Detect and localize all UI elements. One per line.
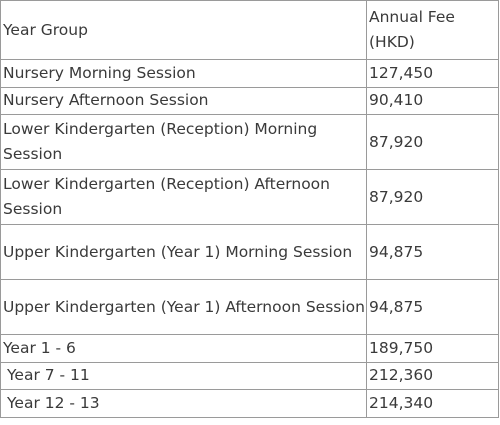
fee-cell: 94,875 (367, 225, 499, 280)
table-row (1, 170, 499, 225)
table-row (1, 335, 499, 363)
table-row (1, 362, 499, 390)
fee-cell: 212,360 (367, 362, 499, 390)
year-group-cell: Lower Kindergarten (Reception) Afternoon Session (1, 170, 367, 225)
year-group-cell: Nursery Morning Session (1, 60, 367, 88)
table-row (1, 115, 499, 170)
year-group-cell: Year 1 - 6 (1, 335, 367, 363)
header-year-group: Year Group (1, 1, 367, 60)
fee-cell: 127,450 (367, 60, 499, 88)
fee-cell: 87,920 (367, 115, 499, 170)
year-group-cell: Upper Kindergarten (Year 1) Morning Session (1, 225, 367, 280)
header-annual-fee: Annual Fee (HKD) (367, 1, 499, 60)
fee-cell: 189,750 (367, 335, 499, 363)
fee-cell: 90,410 (367, 87, 499, 115)
fee-cell: 94,875 (367, 280, 499, 335)
table-row (1, 87, 499, 115)
year-group-cell: Nursery Afternoon Session (1, 87, 367, 115)
year-group-cell: Year 7 - 11 (1, 362, 367, 390)
year-group-cell: Upper Kindergarten (Year 1) Afternoon Session (1, 280, 367, 335)
fee-cell: 87,920 (367, 170, 499, 225)
table-row (1, 60, 499, 88)
fee-cell: 214,340 (367, 390, 499, 418)
table-row (1, 280, 499, 335)
year-group-cell: Year 12 - 13 (1, 390, 367, 418)
table-header-row (1, 1, 499, 60)
year-group-cell: Lower Kindergarten (Reception) Morning Session (1, 115, 367, 170)
table-row (1, 225, 499, 280)
table-row (1, 390, 499, 418)
